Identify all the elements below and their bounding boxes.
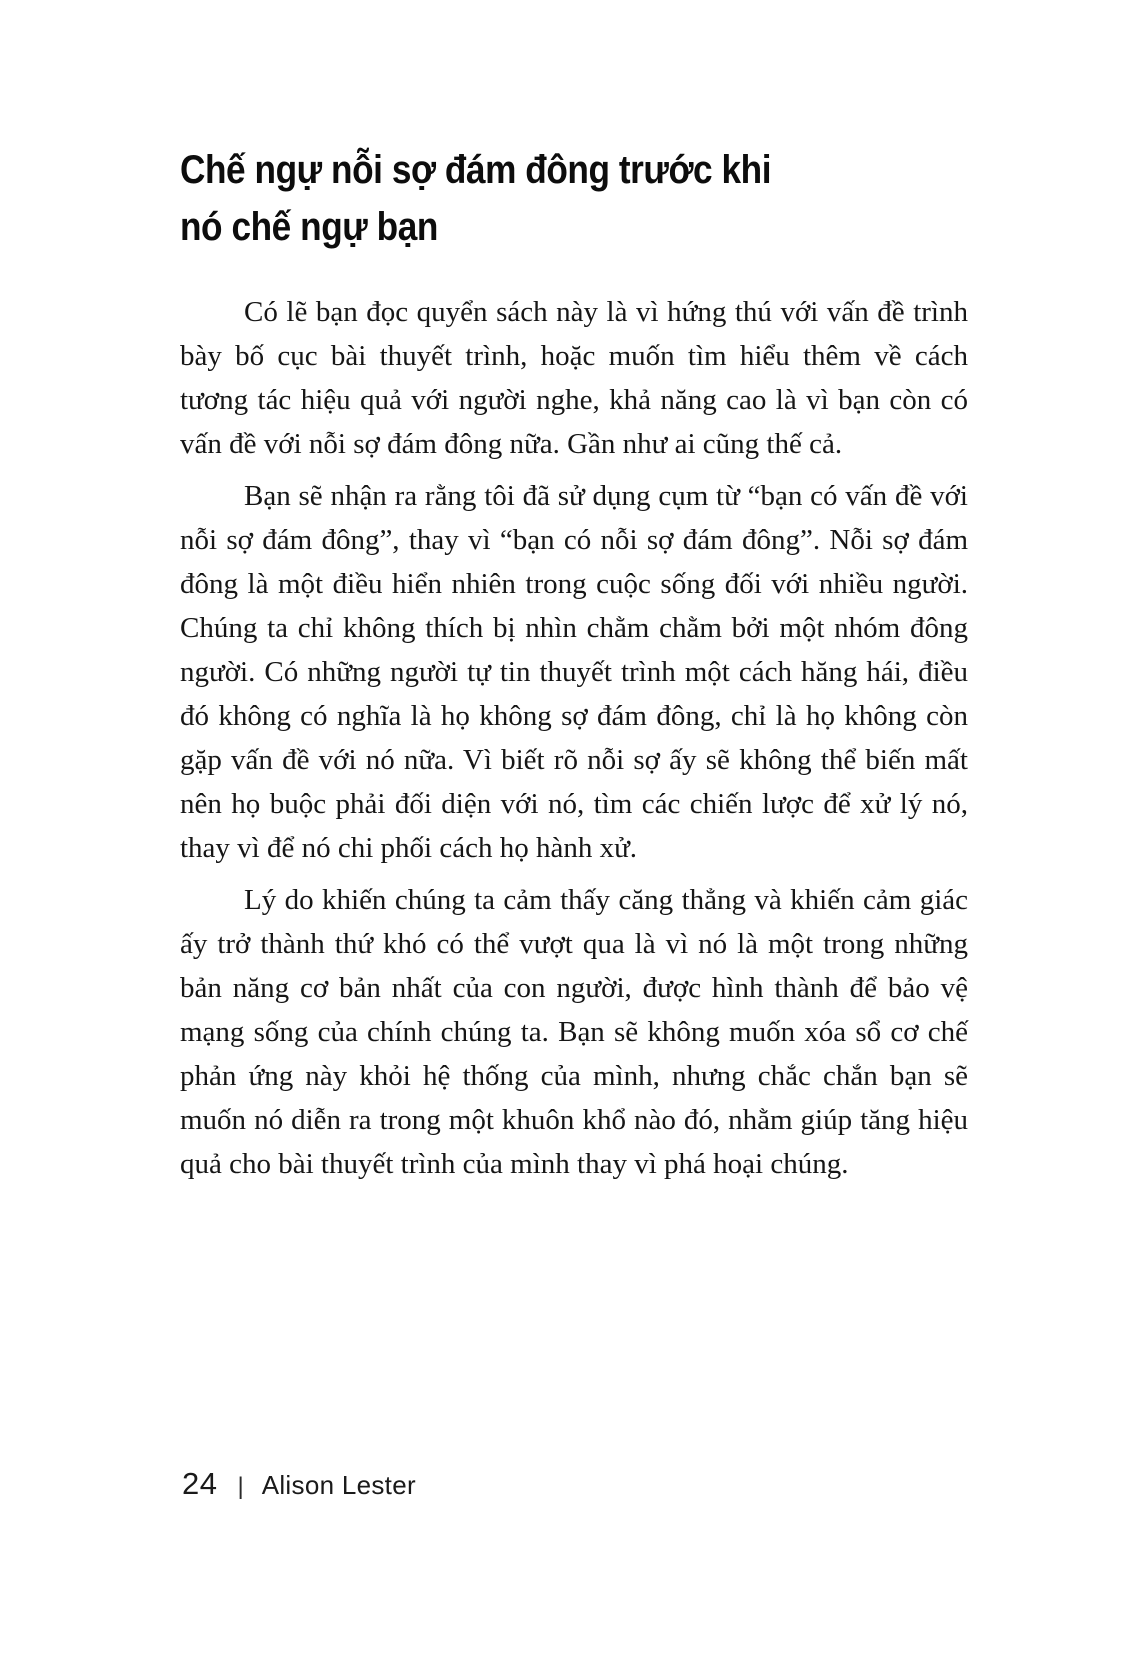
page-footer [182,1466,416,1502]
chapter-heading [180,142,873,256]
body-text [180,290,968,1186]
body-paragraph-3: Lý do khiến chúng ta cảm thấy căng thẳng và khiến cảm giác ấy trở thành thứ khó có thể vượt qua là vì nó là một trong những bản năng cơ bản nhất của con người, được hình thành để bảo vệ mạng sống của chính chúng ta. Bạn sẽ không muốn xóa sổ cơ chế phản ứng này khỏi hệ thống của mình, nhưng chắc chắn bạn sẽ muốn nó diễn ra trong một khuôn khổ nào đó, nhằm giúp tăng hiệu quả cho bài thuyết trình của mình thay vì phá hoại chúng. [180,884,968,1180]
author-name: Alison Lester [261,1470,416,1500]
page-content [180,142,968,1194]
body-paragraph-1: Có lẽ bạn đọc quyển sách này là vì hứng thú với vấn đề trình bày bố cục bài thuyết trình, hoặc muốn tìm hiểu thêm về cách tương tác hiệu quả với người nghe, khả năng cao là vì bạn còn có vấn đề với nỗi sợ đám đông nữa. Gần như ai cũng thế cả. [180,296,968,460]
chapter-heading-line2: nó chế ngự bạn [180,205,438,249]
page-number: 24 [182,1466,218,1501]
chapter-heading-line1: Chế ngự nỗi sợ đám đông trước khi [180,148,772,192]
body-paragraph-2: Bạn sẽ nhận ra rằng tôi đã sử dụng cụm từ “bạn có vấn đề với nỗi sợ đám đông”, thay vì “bạn có nỗi sợ đám đông”. Nỗi sợ đám đông là một điều hiển nhiên trong cuộc sống đối với nhiều người. Chúng ta chỉ không thích bị nhìn chằm chằm bởi một nhóm đông người. Có những người tự tin thuyết trình một cách hăng hái, điều đó không có nghĩa là họ không sợ đám đông, chỉ là họ không còn gặp vấn đề với nó nữa. Vì biết rõ nỗi sợ ấy sẽ không thể biến mất nên họ buộc phải đối diện với nó, tìm các chiến lược để xử lý nó, thay vì để nó chi phối cách họ hành xử. [180,480,968,864]
footer-separator: | [237,1473,244,1500]
